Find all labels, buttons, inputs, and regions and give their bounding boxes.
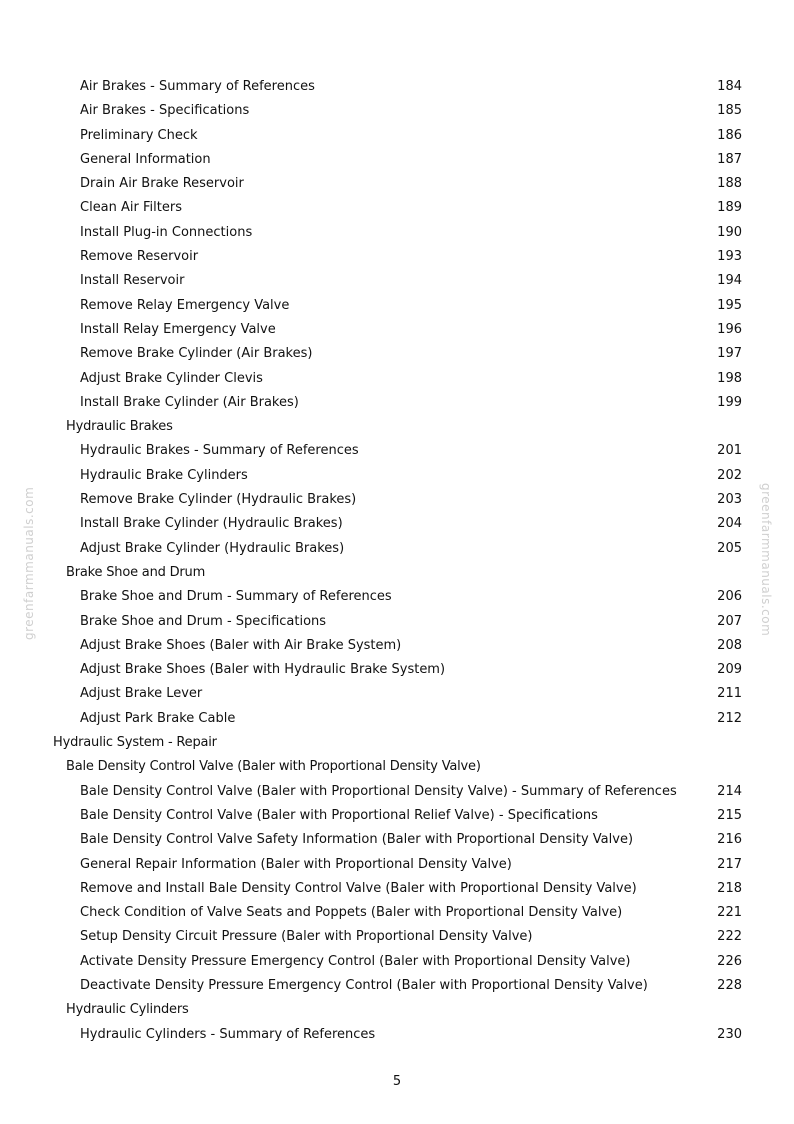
toc-entry[interactable] <box>0 148 794 172</box>
toc-entry-page-number: 226 <box>717 953 742 969</box>
toc-section-heading[interactable] <box>0 561 794 585</box>
toc-entry-page-number: 211 <box>717 686 742 702</box>
toc-entry-page-number: 216 <box>717 832 742 848</box>
toc-entry-page-number: 207 <box>717 613 742 629</box>
table-of-contents <box>0 75 794 1047</box>
toc-entry[interactable] <box>0 974 794 998</box>
toc-entry-page-number: 186 <box>717 127 742 143</box>
toc-entry-title: Check Condition of Valve Seats and Poppets (Baler with Proportional Density Valve) <box>80 905 623 921</box>
toc-entry[interactable] <box>0 901 794 925</box>
toc-entry[interactable] <box>0 853 794 877</box>
toc-entry-title: Brake Shoe and Drum <box>66 564 206 580</box>
toc-entry[interactable] <box>0 172 794 196</box>
toc-entry[interactable] <box>0 221 794 245</box>
toc-entry-title: Remove Brake Cylinder (Air Brakes) <box>80 346 313 362</box>
toc-entry-title: Hydraulic Brakes <box>66 419 173 435</box>
toc-entry[interactable] <box>0 245 794 269</box>
toc-entry[interactable] <box>0 950 794 974</box>
toc-entry-page-number: 197 <box>717 346 742 362</box>
toc-entry[interactable] <box>0 804 794 828</box>
toc-entry-title: Bale Density Control Valve Safety Information (Baler with Proportional Density Valve) <box>80 832 634 848</box>
toc-entry-title: Hydraulic Cylinders - Summary of References <box>80 1026 376 1042</box>
toc-entry[interactable] <box>0 634 794 658</box>
toc-entry[interactable] <box>0 828 794 852</box>
watermark-right: greenfarmmanuals.com <box>759 483 773 637</box>
toc-entry-title: Hydraulic Brakes - Summary of References <box>80 443 359 459</box>
toc-entry-page-number: 194 <box>717 273 742 289</box>
toc-entry-title: Remove Relay Emergency Valve <box>80 297 290 313</box>
toc-entry-title: Drain Air Brake Reservoir <box>80 176 244 192</box>
toc-entry-title: Install Brake Cylinder (Air Brakes) <box>80 394 299 410</box>
toc-entry-title: Remove Reservoir <box>80 249 199 265</box>
toc-entry-title: Hydraulic Cylinders <box>66 1002 189 1018</box>
toc-entry[interactable] <box>0 707 794 731</box>
toc-section-heading[interactable] <box>0 415 794 439</box>
toc-entry-page-number: 205 <box>717 540 742 556</box>
toc-entry-page-number: 209 <box>717 662 742 678</box>
toc-entry[interactable] <box>0 780 794 804</box>
toc-entry[interactable] <box>0 585 794 609</box>
toc-entry-title: Adjust Brake Lever <box>80 686 203 702</box>
toc-entry-page-number: 193 <box>717 249 742 265</box>
toc-entry[interactable] <box>0 124 794 148</box>
toc-entry[interactable] <box>0 682 794 706</box>
toc-entry-title: Remove and Install Bale Density Control Valve (Baler with Proportional Density Valve) <box>80 880 637 896</box>
toc-entry[interactable] <box>0 925 794 949</box>
toc-entry-page-number: 214 <box>717 783 742 799</box>
page-number: 5 <box>392 1074 402 1089</box>
toc-entry-page-number: 204 <box>717 516 742 532</box>
toc-entry-title: Adjust Brake Shoes (Baler with Hydraulic Brake System) <box>80 662 446 678</box>
toc-entry-title: Adjust Brake Cylinder (Hydraulic Brakes) <box>80 540 345 556</box>
toc-entry-title: Adjust Brake Cylinder Clevis <box>80 370 263 386</box>
toc-entry-page-number: 203 <box>717 492 742 508</box>
toc-entry-title: Air Brakes - Specifications <box>80 103 250 119</box>
toc-entry[interactable] <box>0 658 794 682</box>
toc-entry[interactable] <box>0 367 794 391</box>
toc-entry-title: Brake Shoe and Drum - Summary of References <box>80 589 392 605</box>
toc-entry-title: Install Reservoir <box>80 273 185 289</box>
toc-entry-title: Install Brake Cylinder (Hydraulic Brakes) <box>80 516 343 532</box>
toc-entry-title: General Information <box>80 151 211 167</box>
toc-entry-page-number: 198 <box>717 370 742 386</box>
toc-entry-page-number: 184 <box>717 79 742 94</box>
toc-entry-title: Adjust Park Brake Cable <box>80 710 236 726</box>
toc-entry-title: Install Plug-in Connections <box>80 224 253 240</box>
toc-entry-title: Install Relay Emergency Valve <box>80 321 276 337</box>
toc-entry-page-number: 228 <box>717 977 742 993</box>
toc-entry-title: Adjust Brake Shoes (Baler with Air Brake System) <box>80 637 402 653</box>
toc-entry-title: Hydraulic Brake Cylinders <box>80 467 248 483</box>
toc-entry-page-number: 185 <box>717 103 742 119</box>
toc-entry-title: Deactivate Density Pressure Emergency Control (Baler with Proportional Density Valve) <box>80 977 648 993</box>
toc-entry[interactable] <box>0 318 794 342</box>
toc-entry[interactable] <box>0 877 794 901</box>
toc-entry[interactable] <box>0 439 794 463</box>
toc-entry[interactable] <box>0 99 794 123</box>
toc-entry-page-number: 206 <box>717 589 742 605</box>
toc-entry[interactable] <box>0 537 794 561</box>
toc-entry-title: Clean Air Filters <box>80 200 182 216</box>
toc-entry-page-number: 199 <box>717 394 742 410</box>
toc-entry-title: Air Brakes - Summary of References <box>80 79 315 94</box>
toc-entry[interactable] <box>0 1023 794 1047</box>
toc-entry-page-number: 215 <box>717 807 742 823</box>
toc-entry[interactable] <box>0 391 794 415</box>
toc-entry[interactable] <box>0 342 794 366</box>
toc-entry-page-number: 187 <box>717 151 742 167</box>
toc-entry-page-number: 188 <box>717 176 742 192</box>
toc-entry-page-number: 202 <box>717 467 742 483</box>
toc-entry-title: Bale Density Control Valve (Baler with Proportional Density Valve) - Summary of References <box>80 783 677 799</box>
toc-entry-title: Hydraulic System - Repair <box>53 735 217 751</box>
toc-entry[interactable] <box>0 269 794 293</box>
toc-entry-page-number: 212 <box>717 710 742 726</box>
toc-entry-page-number: 195 <box>717 297 742 313</box>
toc-entry[interactable] <box>0 464 794 488</box>
toc-entry[interactable] <box>0 294 794 318</box>
toc-section-heading[interactable] <box>0 755 794 779</box>
toc-entry-title: Remove Brake Cylinder (Hydraulic Brakes) <box>80 492 357 508</box>
toc-entry-title: Brake Shoe and Drum - Specifications <box>80 613 327 629</box>
toc-section-heading[interactable] <box>0 731 794 755</box>
toc-entry[interactable] <box>0 75 794 99</box>
toc-entry-title: Activate Density Pressure Emergency Control (Baler with Proportional Density Valve) <box>80 953 631 969</box>
toc-entry[interactable] <box>0 488 794 512</box>
toc-entry-page-number: 196 <box>717 321 742 337</box>
toc-entry-title: Preliminary Check <box>80 127 198 143</box>
toc-entry-page-number: 190 <box>717 224 742 240</box>
toc-entry-page-number: 189 <box>717 200 742 216</box>
toc-entry-page-number: 201 <box>717 443 742 459</box>
toc-entry[interactable] <box>0 610 794 634</box>
toc-entry-page-number: 217 <box>717 856 742 872</box>
toc-entry-title: Setup Density Circuit Pressure (Baler with Proportional Density Valve) <box>80 929 533 945</box>
watermark-left: greenfarmmanuals.com <box>22 486 36 640</box>
toc-entry-page-number: 208 <box>717 637 742 653</box>
toc-entry-title: General Repair Information (Baler with Proportional Density Valve) <box>80 856 512 872</box>
toc-entry-page-number: 222 <box>717 929 742 945</box>
toc-entry-page-number: 218 <box>717 880 742 896</box>
toc-entry-title: Bale Density Control Valve (Baler with Proportional Relief Valve) - Specifications <box>80 807 598 823</box>
toc-entry-title: Bale Density Control Valve (Baler with Proportional Density Valve) <box>66 759 481 775</box>
toc-entry[interactable] <box>0 196 794 220</box>
toc-entry-page-number: 230 <box>717 1026 742 1042</box>
toc-section-heading[interactable] <box>0 998 794 1022</box>
toc-entry[interactable] <box>0 512 794 536</box>
toc-entry-page-number: 221 <box>717 905 742 921</box>
